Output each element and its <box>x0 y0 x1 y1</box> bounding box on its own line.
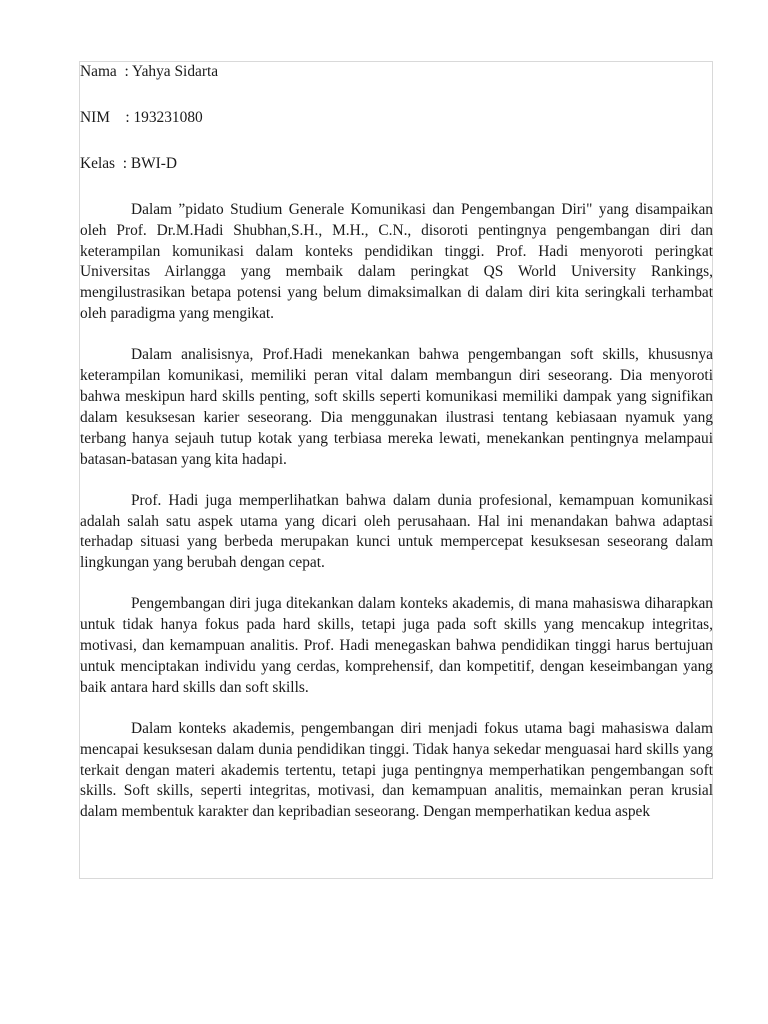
document-body <box>80 62 713 823</box>
kelas-row <box>80 154 713 175</box>
paragraph-5: Dalam konteks akademis, pengembangan diri menjadi fokus utama bagi mahasiswa dalam mencapai kesuksesan dalam dunia pendidikan tinggi. Tidak hanya sekedar menguasai hard skills yang terkait dengan materi akademis tertentu, tetapi juga pentingnya memperhatikan pengembangan soft skills. Soft skills, seperti integritas, motivasi, dan kemampuan analitis, memainkan peran krusial dalam membentuk karakter dan kepribadian seseorang. Dengan memperhatikan kedua aspek <box>80 719 713 821</box>
paragraph-3: Prof. Hadi juga memperlihatkan bahwa dalam dunia profesional, kemampuan komunikasi adalah salah satu aspek utama yang dicari oleh perusahaan. Hal ini menandakan bahwa adaptasi terhadap situasi yang berbeda merupakan kunci untuk mempercepat kesuksesan seseorang dalam lingkungan yang berubah dengan cepat. <box>80 491 713 572</box>
nim-value: : 193231080 <box>125 108 203 126</box>
paragraph-2: Dalam analisisnya, Prof.Hadi menekankan bahwa pengembangan soft skills, khususnya keterampilan komunikasi, memiliki peran vital dalam membangun diri seseorang. Dia menyoroti bahwa meskipun hard skills penting, soft skills seperti komunikasi memiliki dampak yang signifikan dalam kesuksesan karier seseorang. Dia menggunakan ilustrasi tentang kebiasaan nyamuk yang terbang hanya sejauh tutup kotak yang terbiasa mereka lewati, menekankan pentingnya melampaui batasan-batasan yang kita hadapi. <box>80 346 713 468</box>
nim-row <box>80 108 713 129</box>
nama-label: Nama <box>80 63 117 80</box>
kelas-value: : BWI-D <box>122 154 178 172</box>
paragraph-4: Pengembangan diri juga ditekankan dalam konteks akademis, di mana mahasiswa diharapkan untuk tidak hanya fokus pada hard skills, tetapi juga pada soft skills yang mencakup integritas, motivasi, dan kemampuan analitis. Prof. Hadi menegaskan bahwa pendidikan tinggi harus bertujuan untuk menciptakan individu yang cerdas, komprehensif, dan kompetitif, dengan keseimbangan yang baik antara hard skills dan soft skills. <box>80 595 713 696</box>
paragraph-1: Dalam ”pidato Studium Generale Komunikasi dan Pengembangan Diri" yang disampaikan oleh Prof. Dr.M.Hadi Shubhan,S.H., M.H., C.N., disoroti pentingnya pengembangan diri dan keterampilan komunikasi dalam konteks pendidikan tinggi. Prof. Hadi menyoroti peringkat Universitas Airlangga yang membaik dalam peringkat QS World University Rankings, mengilustrasikan betapa potensi yang belum dimaksimalkan di dalam diri kita seringkali terhambat oleh paradigma yang mengikat. <box>80 200 713 323</box>
kelas-label: Kelas <box>80 154 116 172</box>
nama-value: : Yahya Sidarta <box>124 63 219 80</box>
nim-label: NIM <box>80 108 110 126</box>
nama-row <box>80 62 713 83</box>
